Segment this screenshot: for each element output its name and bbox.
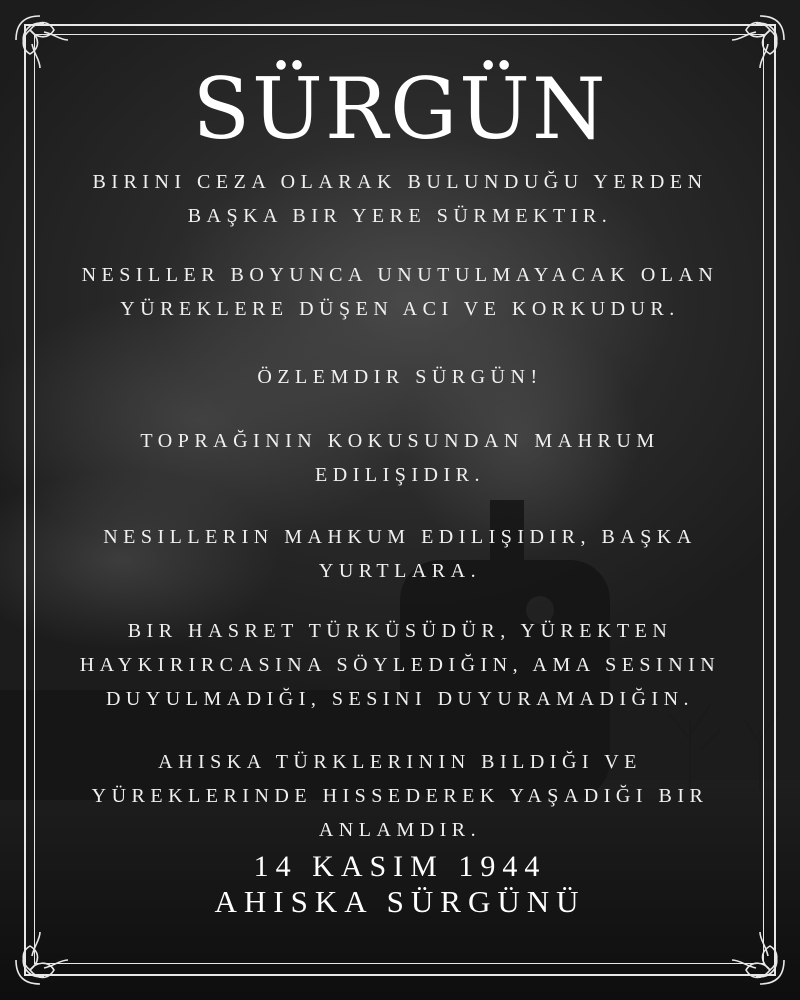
paragraph-longing: ÖZLEMDIR SÜRGÜN! [257, 366, 543, 388]
paragraph-soil: TOPRAĞININ KOKUSUNDAN MAHRUM EDILIŞIDIR. [140, 430, 660, 486]
poster-title: SÜRGÜN [192, 60, 608, 158]
paragraph-pain: NESILLER BOYUNCA UNUTULMAYACAK OLAN YÜREKLERE DÜŞEN ACI VE KORKUDUR. [81, 264, 719, 320]
paragraph-folk-song: BIR HASRET TÜRKÜSÜDÜR, YÜREKTEN HAYKIRIRCASINA SÖYLEDIĞIN, AMA SESININ DUYULMADIĞI, SESINI DUYURAMADIĞIN. [79, 620, 721, 710]
paragraph-generations: NESILLERIN MAHKUM EDILIŞIDIR, BAŞKA YURTLARA. [103, 526, 697, 582]
paragraph-definition: BIRINI CEZA OLARAK BULUNDUĞU YERDEN BAŞKA BIR YERE SÜRMEKTIR. [92, 171, 708, 227]
event-date: 14 KASIM 1944 [253, 850, 547, 883]
event-name: AHISKA SÜRGÜNÜ [214, 884, 586, 919]
ornament-corner-bottom-left-icon [10, 926, 74, 990]
paragraph-meaning: AHISKA TÜRKLERININ BILDIĞI VE YÜREKLERINDE HISSEDEREK YAŞADIĞI BIR ANLAMDIR. [91, 751, 709, 841]
ornament-corner-bottom-right-icon [726, 926, 790, 990]
